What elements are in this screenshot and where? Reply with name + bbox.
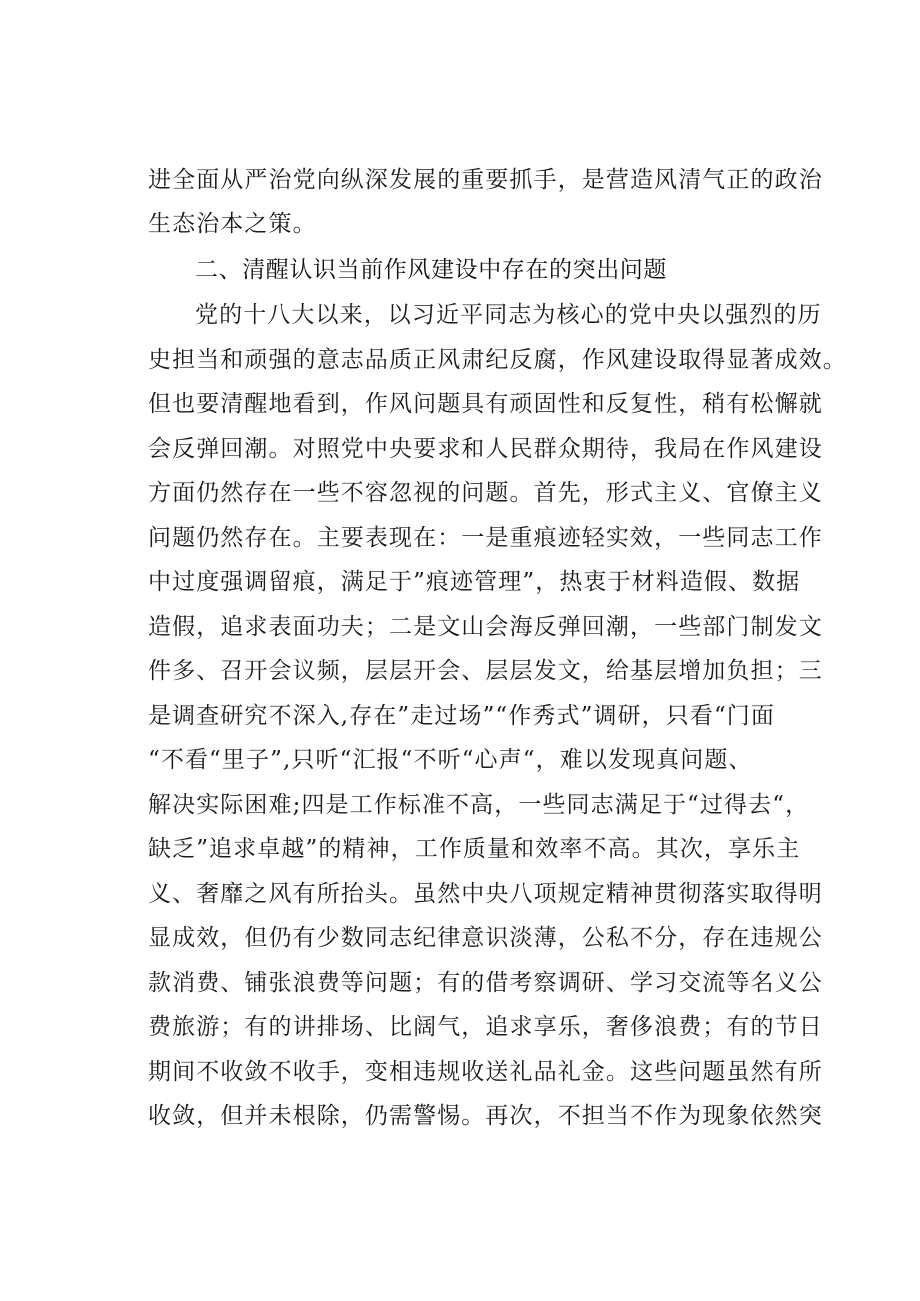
body-text-line: 会反弹回潮。对照党中央要求和人民群众期待，我局在作风建设 — [148, 436, 823, 462]
body-text-line: 义、奢靡之风有所抬头。虽然中央八项规定精神贯彻落实取得明 — [148, 881, 823, 907]
body-text-line: 解决实际困难;四是工作标准不高，一些同志满足于“过得去“， — [148, 792, 810, 818]
body-text-line: 生态治本之策。 — [148, 211, 317, 237]
body-text-line: 问题仍然存在。主要表现在：一是重痕迹轻实效，一些同志工作 — [148, 525, 823, 551]
section-heading: 二、清醒认识当前作风建设中存在的突出问题 — [195, 257, 667, 283]
body-text-line: 中过度强调留痕，满足于”痕迹管理”，热衷于材料造假、数据 — [148, 569, 801, 595]
body-text-line: 款消费、铺张浪费等问题；有的借考察调研、学习交流等名义公 — [148, 970, 823, 996]
body-text-line: 缺乏”追求卓越”的精神，工作质量和效率不高。其次，享乐主 — [148, 836, 801, 862]
body-text-line: 史担当和顽强的意志品质正风肃纪反腐，作风建设取得显著成效。 — [148, 347, 847, 373]
body-text-line: 进全面从严治党向纵深发展的重要抓手，是营造风清气正的政治 — [148, 167, 823, 193]
body-text-line: 显成效，但仍有少数同志纪律意识淡薄，公私不分，存在违规公 — [148, 925, 823, 951]
body-text-line: “不看“里子”,只听“汇报“不听“心声“，难以发现真问题、 — [148, 747, 753, 773]
paragraph-first-line: 党的十八大以来，以习近平同志为核心的党中央以强烈的历 — [195, 302, 822, 328]
body-text-line: 费旅游；有的讲排场、比阔气，追求享乐，奢侈浪费；有的节日 — [148, 1014, 823, 1040]
body-text-line: 方面仍然存在一些不容忽视的问题。首先，形式主义、官僚主义 — [148, 480, 823, 506]
body-text-line: 收敛，但并未根除，仍需警惕。再次，不担当不作为现象依然突 — [148, 1103, 823, 1129]
body-text-line: 期间不收敛不收手，变相违规收送礼品礼金。这些问题虽然有所 — [148, 1059, 823, 1085]
body-text-line: 件多、召开会议频，层层开会、层层发文，给基层增加负担；三 — [148, 658, 823, 684]
body-text-line: 是调查研究不深入,存在”走过场”“作秀式”调研，只看“门面 — [148, 703, 776, 729]
body-text-line: 造假，追求表面功夫；二是文山会海反弹回潮，一些部门制发文 — [148, 614, 823, 640]
body-text-line: 但也要清醒地看到，作风问题具有顽固性和反复性，稍有松懈就 — [148, 391, 823, 417]
